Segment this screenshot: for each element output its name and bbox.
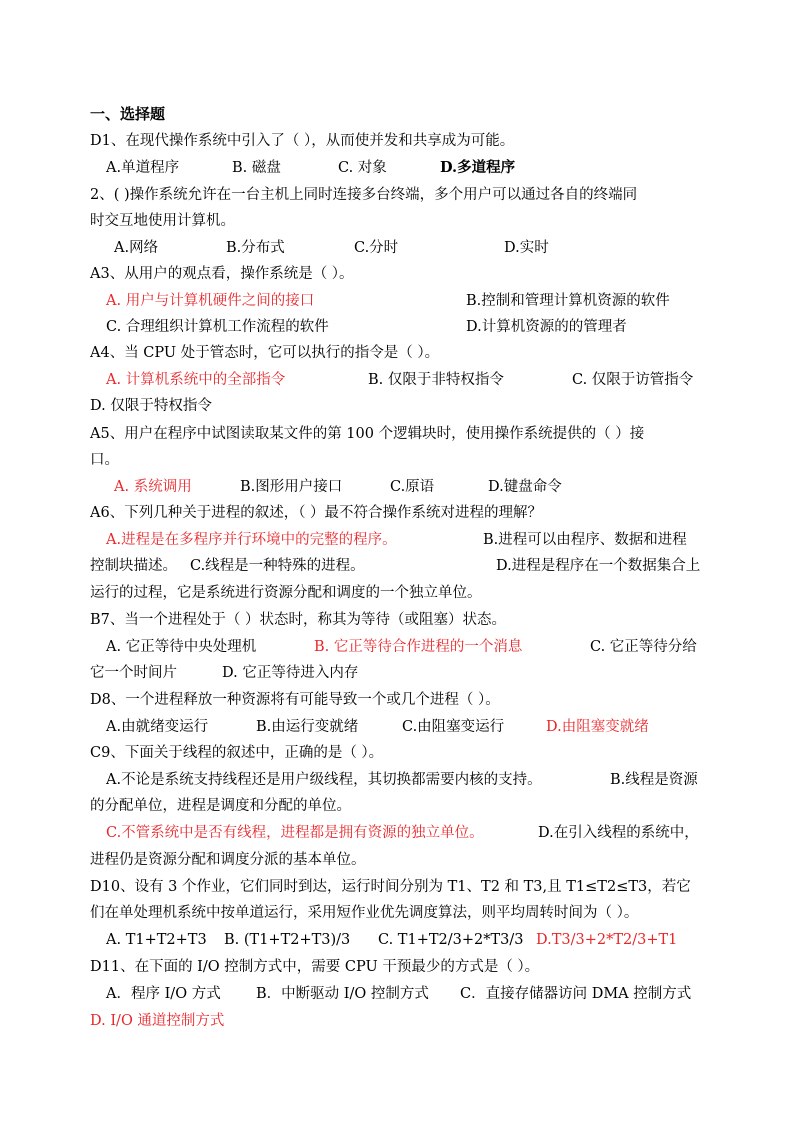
q7-option-b-answer: B. 它正等待合作进程的一个消息 bbox=[314, 639, 523, 655]
question-2-stem-line-2: 时交互地使用计算机。 bbox=[90, 213, 235, 229]
q7-option-a: A. 它正等待中央处理机 bbox=[106, 639, 257, 655]
q9-option-d-continued: 进程仍是资源分配和调度分派的基本单位。 bbox=[90, 852, 366, 868]
q2-option-a: A.网络 bbox=[114, 240, 159, 256]
q10-option-c: C. T1+T2/3+2*T3/3 bbox=[378, 932, 524, 948]
q6-option-d-continued: 运行的过程，它是系统进行资源分配和调度的一个独立单位。 bbox=[90, 585, 482, 601]
q3-option-c: C. 合理组织计算机工作流程的软件 bbox=[106, 319, 329, 335]
q5-option-a-answer: A. 系统调用 bbox=[114, 479, 192, 495]
q8-option-b: B.由运行变就绪 bbox=[256, 719, 359, 735]
q4-option-d: D. 仅限于特权指令 bbox=[90, 398, 212, 414]
q7-option-d: D. 它正等待进入内存 bbox=[222, 665, 359, 681]
question-9-options-row-2 bbox=[90, 823, 715, 843]
question-7-options-row-1 bbox=[90, 637, 715, 657]
q6-option-a-answer: A.进程是在多程序并行环境中的完整的程序。 bbox=[106, 532, 397, 548]
q6-option-b: B.进程可以由程序、数据和进程 bbox=[483, 532, 687, 548]
question-1-options bbox=[90, 158, 715, 178]
question-9-options-row-1 bbox=[90, 770, 715, 790]
q2-option-c: C.分时 bbox=[354, 240, 399, 256]
question-10-stem-line-2: 们在单处理机系统中按单道运行，采用短作业优先调度算法，则平均周转时间为（ ）。 bbox=[90, 905, 639, 921]
q8-option-d-answer: D.由阻塞变就绪 bbox=[546, 719, 649, 735]
q6-option-b-continued: 控制块描述。 bbox=[90, 558, 177, 574]
question-1-stem: D1、在现代操作系统中引入了（ ），从而使并发和共享成为可能。 bbox=[90, 133, 515, 149]
question-4-stem: A4、当 CPU 处于管态时，它可以执行的指令是（ ）。 bbox=[90, 345, 440, 361]
q4-option-b: B. 仅限于非特权指令 bbox=[368, 372, 504, 388]
q3-option-b: B.控制和管理计算机资源的软件 bbox=[466, 293, 670, 309]
question-7-options-row-2 bbox=[90, 663, 715, 683]
q2-option-d: D.实时 bbox=[504, 240, 549, 256]
question-2-stem-line-1: 2、( )操作系统允许在一台主机上同时连接多台终端，多个用户可以通过各自的终端同 bbox=[90, 187, 638, 203]
q10-option-d-answer: D.T3/3+2*T2/3+T1 bbox=[536, 932, 678, 948]
question-5-stem-line-1: A5、用户在程序中试图读取某文件的第 100 个逻辑块时，使用操作系统提供的（ ）接 bbox=[90, 426, 645, 442]
q1-option-c: C. 对象 bbox=[338, 160, 387, 176]
q6-option-c: C.线程是一种特殊的进程。 bbox=[190, 558, 365, 574]
question-10-options bbox=[90, 930, 715, 950]
q1-option-d-answer: D.多道程序 bbox=[440, 159, 516, 176]
q5-option-b: B.图形用户接口 bbox=[240, 479, 343, 495]
q4-option-a-answer: A. 计算机系统中的全部指令 bbox=[106, 372, 286, 388]
q5-option-c: C.原语 bbox=[390, 479, 435, 495]
q2-option-b: B.分布式 bbox=[226, 240, 285, 256]
question-9-stem: C9、下面关于线程的叙述中，正确的是（ ）。 bbox=[90, 745, 384, 761]
q9-option-b: B.线程是资源 bbox=[610, 772, 698, 788]
q3-option-a-answer: A. 用户与计算机硬件之间的接口 bbox=[106, 293, 315, 309]
q8-option-a: A.由就绪变运行 bbox=[106, 719, 209, 735]
question-11-options bbox=[90, 984, 715, 1004]
q9-option-a: A.不论是系统支持线程还是用户级线程，其切换都需要内核的支持。 bbox=[106, 772, 542, 788]
q1-option-a: A.单道程序 bbox=[106, 160, 180, 176]
q11-option-d-answer: D. I/O 通道控制方式 bbox=[90, 1013, 225, 1029]
question-4-options bbox=[90, 370, 715, 390]
q10-option-a: A. T1+T2+T3 bbox=[106, 932, 207, 948]
question-6-stem: A6、下列几种关于进程的叙述，（ ）最不符合操作系统对进程的理解？ bbox=[90, 505, 543, 521]
q4-option-c: C. 仅限于访管指令 bbox=[572, 372, 694, 388]
q11-option-c: C．直接存储器访问 DMA 控制方式 bbox=[460, 986, 692, 1002]
q7-option-c: C. 它正等待分给 bbox=[590, 639, 697, 655]
q9-option-b-continued: 的分配单位，进程是调度和分配的单位。 bbox=[90, 798, 351, 814]
q7-option-c-continued: 它一个时间片 bbox=[90, 665, 177, 681]
question-2-options bbox=[90, 238, 715, 258]
question-6-options-row-2 bbox=[90, 556, 715, 576]
q11-option-a: A．程序 I/O 方式 bbox=[106, 986, 221, 1002]
question-11-stem: D11、在下面的 I/O 控制方式中，需要 CPU 干预最少的方式是（ ）。 bbox=[90, 959, 540, 975]
question-7-stem: B7、当一个进程处于（ ）状态时，称其为等待（或阻塞）状态。 bbox=[90, 612, 506, 628]
q9-option-c-answer: C.不管系统中是否有线程，进程都是拥有资源的独立单位。 bbox=[106, 825, 484, 841]
question-5-options bbox=[90, 477, 715, 497]
question-6-options-row-1 bbox=[90, 530, 715, 550]
question-3-options-row-2 bbox=[90, 317, 715, 337]
question-5-stem-line-2: 口。 bbox=[90, 452, 119, 468]
q8-option-c: C.由阻塞变运行 bbox=[402, 719, 505, 735]
section-title: 一、选择题 bbox=[90, 105, 166, 123]
question-8-options bbox=[90, 717, 715, 737]
q10-option-b: B. (T1+T2+T3)/3 bbox=[224, 932, 351, 948]
q1-option-b: B. 磁盘 bbox=[232, 160, 281, 176]
q9-option-d: D.在引入线程的系统中， bbox=[538, 825, 699, 841]
q6-option-d: D.进程是程序在一个数据集合上 bbox=[496, 558, 701, 574]
q11-option-b: B．中断驱动 I/O 控制方式 bbox=[256, 986, 429, 1002]
question-10-stem-line-1: D10、设有 3 个作业，它们同时到达，运行时间分别为 T1、T2 和 T3,且 T1≤T2≤T3，若它 bbox=[90, 879, 691, 895]
question-8-stem: D8、一个进程释放一种资源将有可能导致一个或几个进程（ ）。 bbox=[90, 692, 500, 708]
question-3-options-row-1 bbox=[90, 291, 715, 311]
question-3-stem: A3、从用户的观点看，操作系统是（ ）。 bbox=[90, 266, 354, 282]
q5-option-d: D.键盘命令 bbox=[488, 479, 562, 495]
q3-option-d: D.计算机资源的的管理者 bbox=[466, 319, 627, 335]
